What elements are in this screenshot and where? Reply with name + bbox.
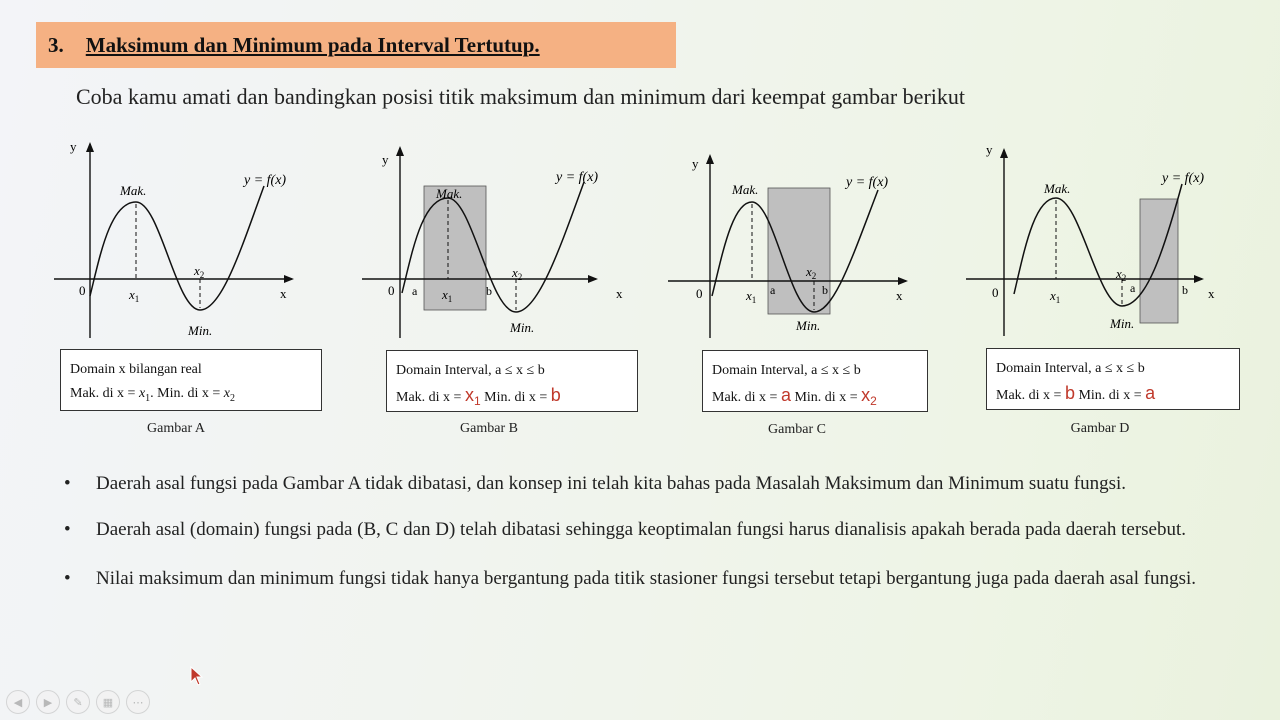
x2-label: $x_2$ — [512, 265, 523, 282]
caption-b: Gambar B — [460, 421, 518, 436]
bullet-list — [60, 470, 1244, 592]
graph-d — [964, 138, 1224, 343]
domain-line: Domain Interval, a ≤ x ≤ b — [396, 363, 545, 378]
x2-label: $x_2$ — [1116, 266, 1127, 283]
min-answer: x — [861, 385, 871, 405]
max-label: Mak. — [1044, 181, 1071, 196]
extrema-line: Mak. di x = b Min. di x = a — [996, 383, 1156, 403]
pen-icon[interactable]: ✎ — [66, 690, 90, 714]
min-answer: b — [550, 385, 561, 405]
interval-shade — [768, 188, 830, 314]
x-axis-arrow — [588, 275, 598, 283]
function-label: y = f(x) — [244, 173, 287, 188]
slideshow-toolbar — [6, 690, 150, 714]
origin-label: 0 — [696, 286, 703, 301]
mouse-cursor-icon — [190, 666, 204, 686]
max-answer: x — [464, 385, 474, 405]
section-title: Maksimum dan Minimum pada Interval Tertutup. — [85, 32, 540, 57]
min-label: Min. — [1110, 316, 1135, 331]
x-label: x — [896, 288, 903, 303]
bullet-text: Nilai maksimum dan minimum fungsi tidak hanya bergantung pada titik stasioner fungsi tersebut tetapi bergantung juga pada daerah asal fungsi. — [96, 568, 1196, 589]
x1-label: $x_1$ — [1050, 288, 1061, 305]
x1-label: $x_1$ — [129, 287, 140, 304]
min-label: Min. — [188, 323, 213, 338]
y-label: y — [692, 156, 699, 171]
caption-a: Gambar A — [147, 421, 205, 436]
extrema-line: Mak. di x = a Min. di $x = x_2$ — [712, 385, 877, 408]
function-label: y = f(x) — [556, 170, 599, 185]
y-label: y — [382, 152, 389, 167]
domain-box-b — [386, 350, 638, 412]
bullet-item — [60, 516, 1244, 544]
intro-text: Coba kamu amati dan bandingkan posisi titik maksimum dan minimum dari keempat gambar berikut — [76, 84, 965, 109]
bullet-text: Daerah asal (domain) fungsi pada (B, C dan D) telah dibatasi sehingga keoptimalan fungsi harus dianalisis apakah berada pada daerah tersebut. — [96, 519, 1187, 540]
x2-label: $x_2$ — [806, 264, 817, 281]
domain-box-a — [60, 349, 322, 411]
function-curve — [90, 186, 264, 310]
graph-c-svg — [666, 138, 926, 343]
y-axis-arrow — [396, 146, 404, 156]
x-axis-arrow — [898, 277, 908, 285]
max-label: Mak. — [436, 186, 463, 201]
function-label: y = f(x) — [846, 175, 889, 190]
section-heading — [36, 22, 676, 68]
extrema-line: Mak. di $x = x_1$. Min. di $x = x_2$ — [70, 386, 236, 404]
bullet-symbol: • — [64, 473, 71, 494]
previous-slide-icon[interactable]: ◀ — [6, 690, 30, 714]
x2-label: $x_2$ — [194, 263, 205, 280]
graph-d-svg — [964, 138, 1224, 343]
a-label: a — [770, 283, 776, 297]
section-number: 3. — [48, 32, 64, 57]
b-label: b — [1182, 283, 1188, 297]
y-axis-arrow — [706, 154, 714, 164]
bullet-symbol: • — [64, 519, 71, 540]
graph-a — [52, 138, 302, 343]
max-label: Mak. — [120, 183, 147, 198]
bullet-item — [60, 470, 1244, 498]
x-axis-arrow — [1194, 275, 1204, 283]
function-label: y = f(x) — [1162, 171, 1205, 186]
next-slide-icon[interactable]: ▶ — [36, 690, 60, 714]
origin-label: 0 — [388, 283, 395, 298]
domain-line: Domain Interval, a ≤ x ≤ b — [996, 361, 1145, 376]
x-label: x — [280, 286, 287, 301]
y-label: y — [986, 142, 993, 157]
min-label: Min. — [510, 320, 535, 335]
x1-label: $x_1$ — [746, 288, 757, 305]
max-answer: a — [780, 385, 791, 405]
domain-box-c — [702, 350, 928, 412]
x-label: x — [1208, 286, 1215, 301]
bullet-symbol: • — [64, 568, 71, 589]
b-label: b — [822, 283, 828, 297]
slides-grid-icon[interactable]: ▦ — [96, 690, 120, 714]
graph-b — [360, 138, 630, 343]
x-label: x — [616, 286, 623, 301]
domain-box-d — [986, 348, 1240, 410]
max-label: Mak. — [732, 182, 759, 197]
graph-b-svg — [360, 138, 630, 343]
x1-label: $x_1$ — [442, 287, 453, 304]
graph-a-svg — [52, 138, 302, 343]
extrema-line: Mak. di $x = x_1$ Min. di x = b — [396, 385, 561, 408]
bullet-item — [60, 566, 1244, 592]
b-label: b — [486, 284, 492, 298]
more-options-icon[interactable]: ⋯ — [126, 690, 150, 714]
bullet-text: Daerah asal fungsi pada Gambar A tidak dibatasi, dan konsep ini telah kita bahas pada Masalah Maksimum dan Minimum suatu fungsi. — [96, 473, 1126, 494]
min-label: Min. — [796, 318, 821, 333]
y-label: y — [70, 139, 77, 154]
domain-line: Domain x bilangan real — [70, 362, 202, 377]
graph-c — [666, 138, 926, 343]
y-axis-arrow — [86, 142, 94, 152]
a-label: a — [412, 284, 418, 298]
min-answer: a — [1145, 383, 1156, 403]
a-label: a — [1130, 281, 1136, 295]
max-answer: b — [1064, 383, 1075, 403]
x-axis-arrow — [284, 275, 294, 283]
y-axis-arrow — [1000, 148, 1008, 158]
origin-label: 0 — [992, 285, 999, 300]
caption-c: Gambar C — [768, 422, 826, 437]
domain-line: Domain Interval, a ≤ x ≤ b — [712, 363, 861, 378]
caption-d: Gambar D — [1070, 421, 1130, 436]
origin-label: 0 — [79, 283, 86, 298]
